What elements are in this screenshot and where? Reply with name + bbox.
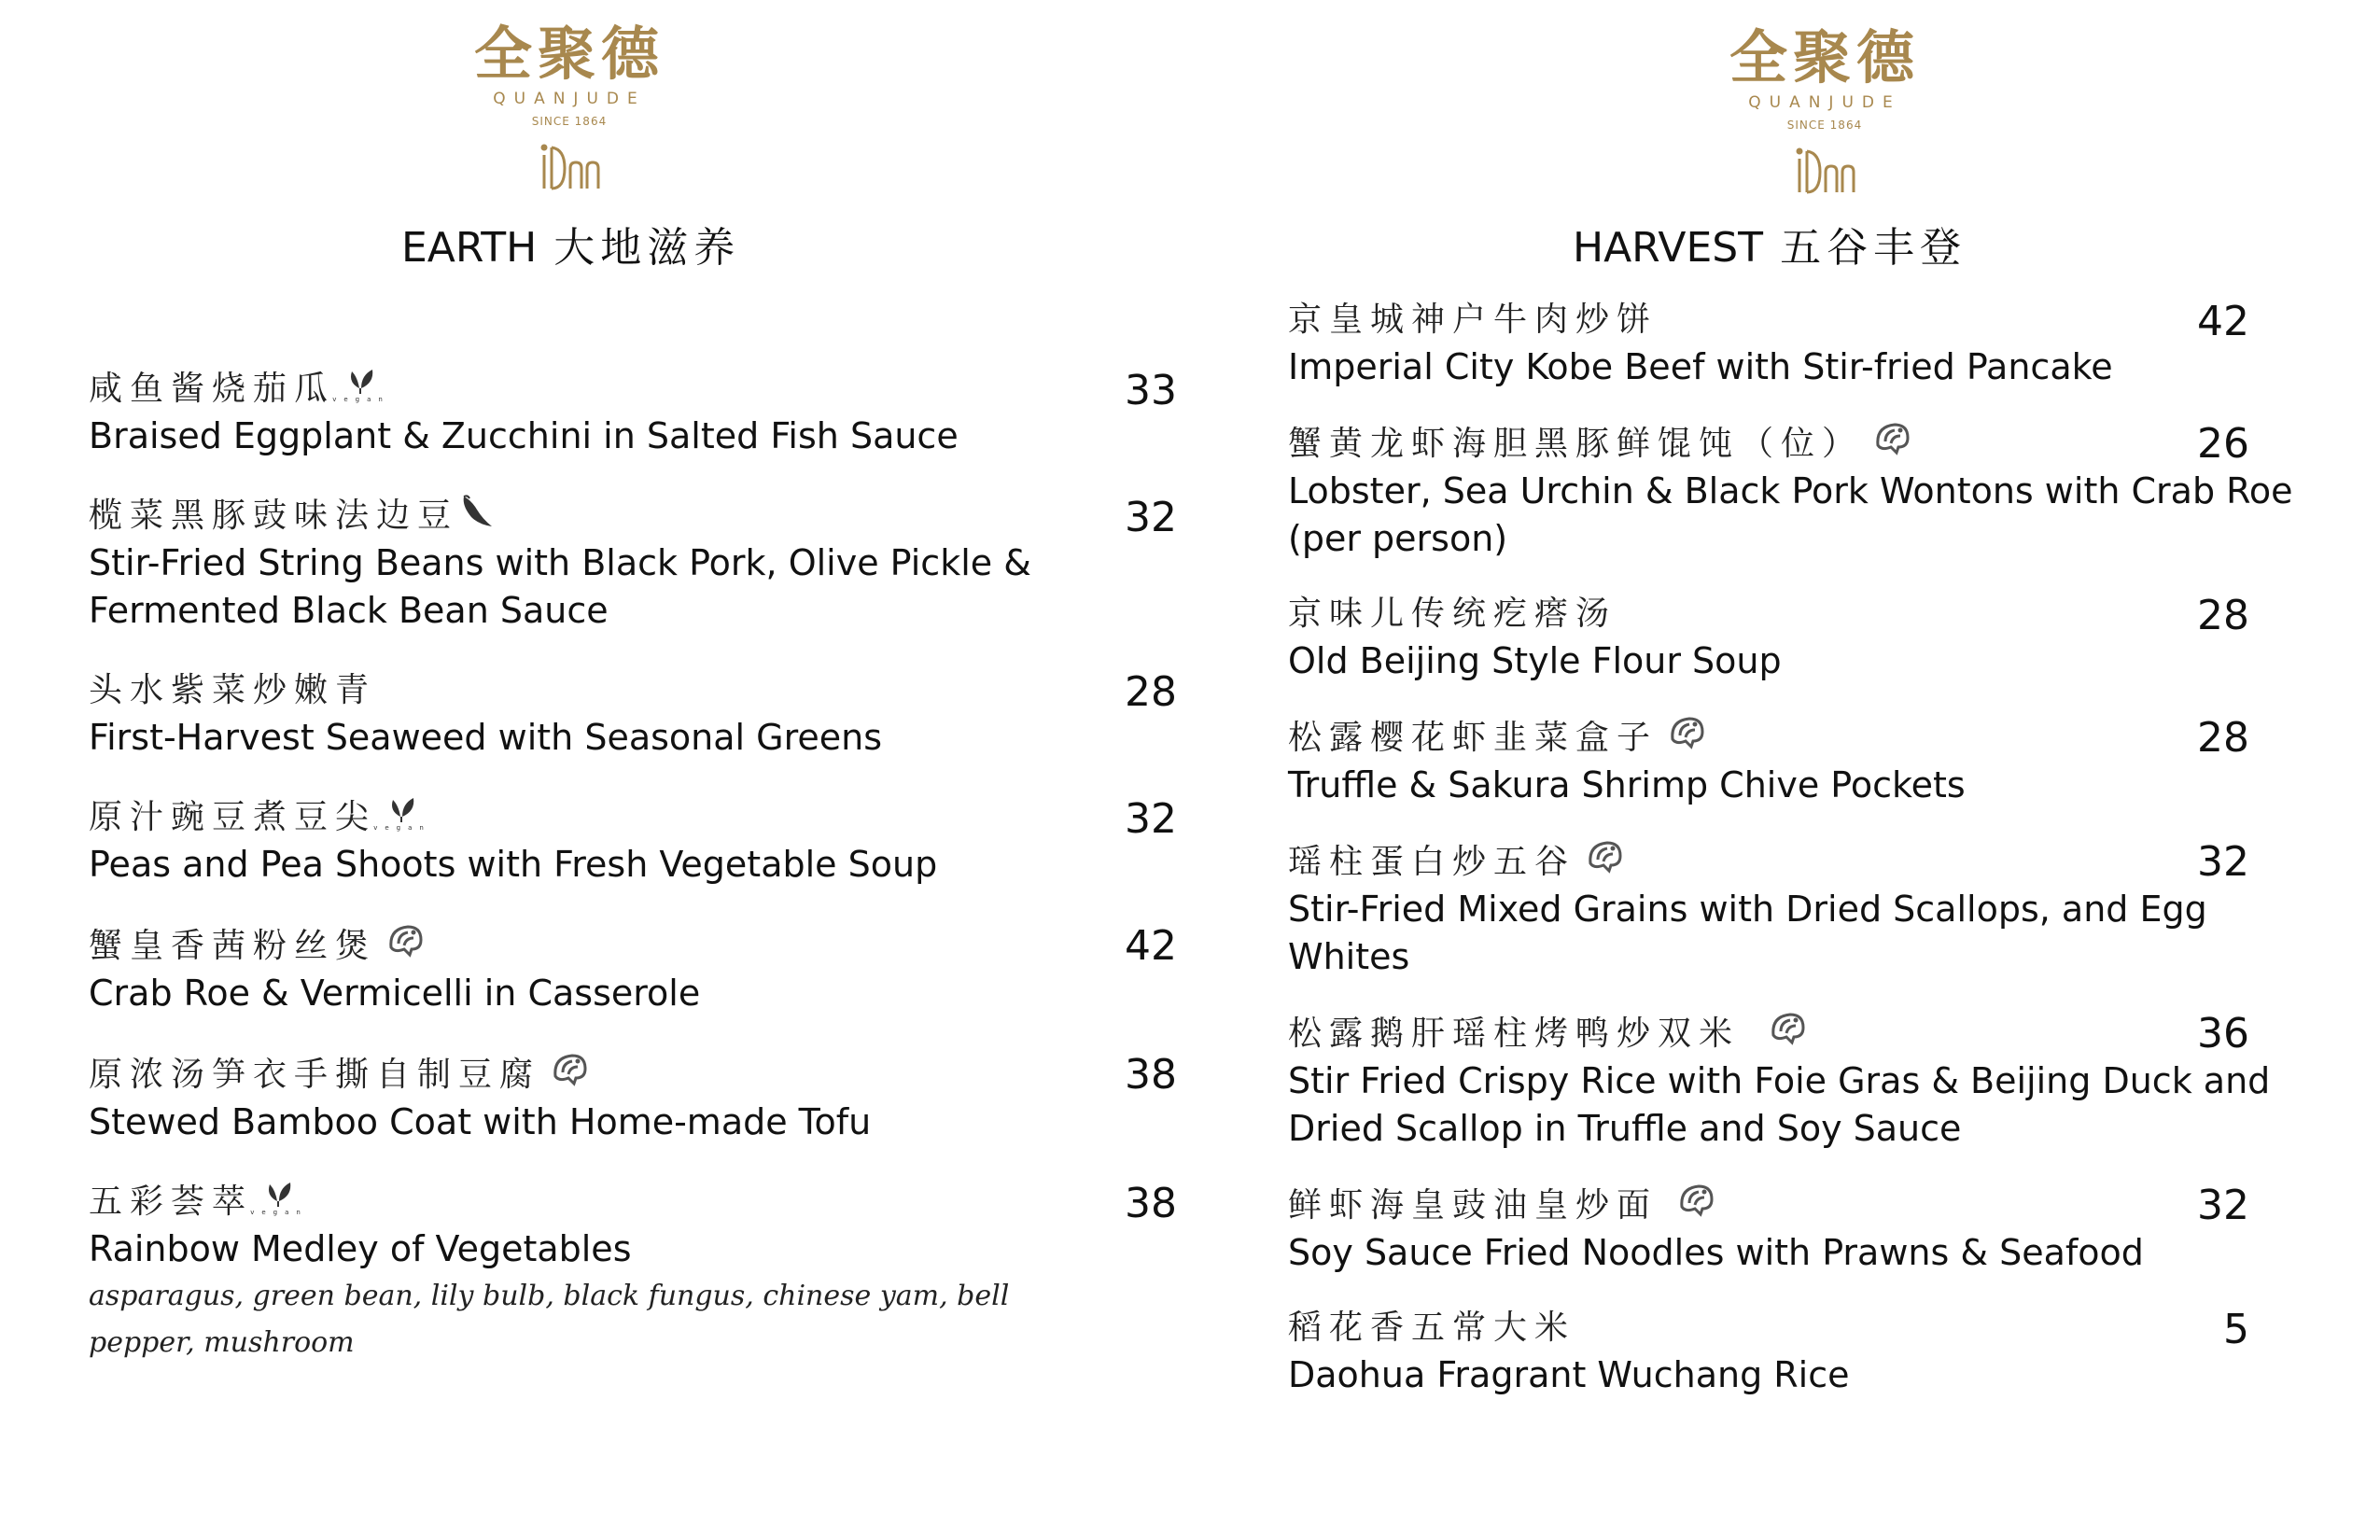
dish-english-name: Stewed Bamboo Coat with Home-made Tofu [89, 1101, 872, 1142]
dish-english-name: Braised Eggplant & Zucchini in Salted Fish Sauce [89, 415, 959, 456]
dish-price: 32 [1125, 795, 1177, 843]
shellfish-icon [1768, 1009, 1807, 1048]
menu-item [1288, 591, 2315, 685]
dish-price: 28 [2197, 714, 2249, 762]
dish-english-name: Rainbow Medley of Vegetables [89, 1228, 632, 1269]
brand-since: SINCE 1864 [531, 115, 608, 128]
dish-price: 38 [1125, 1051, 1177, 1099]
dish-price: 28 [2197, 592, 2249, 639]
dish-price: 32 [1125, 494, 1177, 541]
dish-english-name: Daohua Fragrant Wuchang Rice [1288, 1354, 1850, 1395]
brand-chinese-name: 全聚德 [1729, 23, 1920, 91]
section-title-earth [401, 222, 740, 274]
earth-menu-list [89, 366, 1177, 1399]
dish-chinese-name: 蟹黄龙虾海胆黑豚鲜馄饨（位） [1288, 425, 1864, 463]
menu-item [89, 794, 1177, 889]
menu-item [89, 1050, 1177, 1146]
svg-text:vegan: vegan [332, 396, 390, 403]
dish-chinese-name: 蟹皇香茜粉丝煲 [89, 927, 377, 965]
section-title-zh: 大地滋养 [553, 224, 741, 272]
dish-chinese-name: 咸鱼酱烧茄瓜 [89, 370, 336, 408]
dish-price: 26 [2197, 420, 2249, 468]
dish-chinese-name: 头水紫菜炒嫩青 [89, 671, 377, 709]
shellfish-icon [1667, 713, 1706, 752]
iden-logo [457, 140, 681, 192]
brand-logo [457, 21, 681, 192]
shellfish-icon [550, 1050, 589, 1089]
dish-price: 42 [2197, 298, 2249, 345]
chili-pepper-icon [458, 493, 496, 530]
dish-english-name: Crab Roe & Vermicelli in Casserole [89, 973, 701, 1014]
iden-logo [1713, 144, 1937, 196]
menu-item [1288, 297, 2315, 391]
section-title-en: EARTH [401, 224, 538, 272]
menu-item [89, 1179, 1177, 1366]
dish-chinese-name: 稻花香五常大米 [1288, 1309, 1576, 1347]
shellfish-icon [385, 921, 425, 960]
dish-english-name: Stir-Fried String Beans with Black Pork, Olive Pickle & Fermented Black Bean Sauce [89, 542, 1031, 631]
menu-item [1288, 419, 2315, 563]
dish-price: 33 [1125, 367, 1177, 414]
dish-price: 32 [2197, 1182, 2249, 1229]
menu-item [89, 667, 1177, 762]
dish-price: 5 [2223, 1306, 2249, 1353]
dish-chinese-name: 京皇城神户牛肉炒饼 [1288, 301, 1659, 339]
menu-item [89, 493, 1177, 635]
shellfish-icon [1585, 837, 1624, 876]
dish-chinese-name: 原汁豌豆煮豆尖 [89, 798, 377, 836]
dish-price: 38 [1125, 1180, 1177, 1227]
menu-item [1288, 1181, 2315, 1277]
shellfish-icon [1872, 419, 1911, 458]
dish-chinese-name: 京味儿传统疙瘩汤 [1288, 595, 1617, 633]
dish-english-name: Stir Fried Crispy Rice with Foie Gras & Beijing Duck and Dried Scallop in Truffle and Soy Sauce [1288, 1060, 2271, 1149]
shellfish-icon [1676, 1181, 1715, 1220]
brand-chinese-name: 全聚德 [473, 20, 665, 88]
dish-chinese-name: 原浓汤笋衣手撕自制豆腐 [89, 1056, 541, 1094]
dish-english-name: Lobster, Sea Urchin & Black Pork Wontons with Crab Roe (per person) [1288, 470, 2293, 559]
menu-item [1288, 713, 2315, 809]
svg-text:vegan: vegan [373, 824, 431, 832]
brand-latin-name: QUANJUDE [1748, 93, 1901, 112]
dish-chinese-name: 五彩荟萃 [89, 1183, 254, 1221]
section-title-en: HARVEST [1573, 224, 1764, 272]
vegan-leaf-icon [332, 366, 390, 403]
dish-english-name: Old Beijing Style Flour Soup [1288, 640, 1782, 681]
dish-price: 32 [2197, 838, 2249, 886]
section-title-zh: 五谷丰登 [1780, 224, 1967, 272]
brand-since: SINCE 1864 [1786, 119, 1863, 132]
dish-english-name: First-Harvest Seaweed with Seasonal Greens [89, 717, 883, 758]
menu-item [1288, 837, 2315, 981]
dish-english-name: Peas and Pea Shoots with Fresh Vegetable Soup [89, 844, 938, 885]
dish-chinese-name: 松露鹅肝瑶柱烤鸭炒双米 [1288, 1015, 1741, 1053]
svg-text:vegan: vegan [250, 1209, 308, 1216]
dish-chinese-name: 榄菜黑豚豉味法边豆 [89, 497, 459, 535]
dish-chinese-name: 瑶柱蛋白炒五谷 [1288, 843, 1576, 881]
dish-english-name: Soy Sauce Fried Noodles with Prawns & Seafood [1288, 1232, 2144, 1273]
brand-latin-name: QUANJUDE [493, 90, 646, 108]
dish-chinese-name: 松露樱花虾韭菜盒子 [1288, 719, 1659, 757]
brand-logo [1713, 24, 1937, 196]
iden-logo-mark [1792, 144, 1857, 196]
vegan-leaf-icon [373, 794, 431, 832]
dish-english-name: Truffle & Sakura Shrimp Chive Pockets [1288, 764, 1966, 805]
dish-price: 36 [2197, 1010, 2249, 1057]
vegan-leaf-icon [250, 1179, 308, 1216]
menu-item [1288, 1009, 2315, 1153]
section-title-harvest [1573, 222, 1967, 274]
menu-item [1288, 1305, 2315, 1399]
dish-price: 42 [1125, 922, 1177, 970]
menu-item [89, 921, 1177, 1017]
harvest-menu-list [1288, 297, 2315, 1399]
menu-item [89, 366, 1177, 460]
dish-english-name: Stir-Fried Mixed Grains with Dried Scallops, and Egg Whites [1288, 889, 2207, 977]
dish-english-name: Imperial City Kobe Beef with Stir-fried Pancake [1288, 346, 2113, 387]
dish-price: 28 [1125, 668, 1177, 716]
dish-chinese-name: 鲜虾海皇豉油皇炒面 [1288, 1186, 1659, 1225]
dish-description: asparagus, green bean, lily bulb, black fungus, chinese yam, bell pepper, mushroom [89, 1280, 1010, 1359]
iden-logo-mark [537, 140, 602, 192]
